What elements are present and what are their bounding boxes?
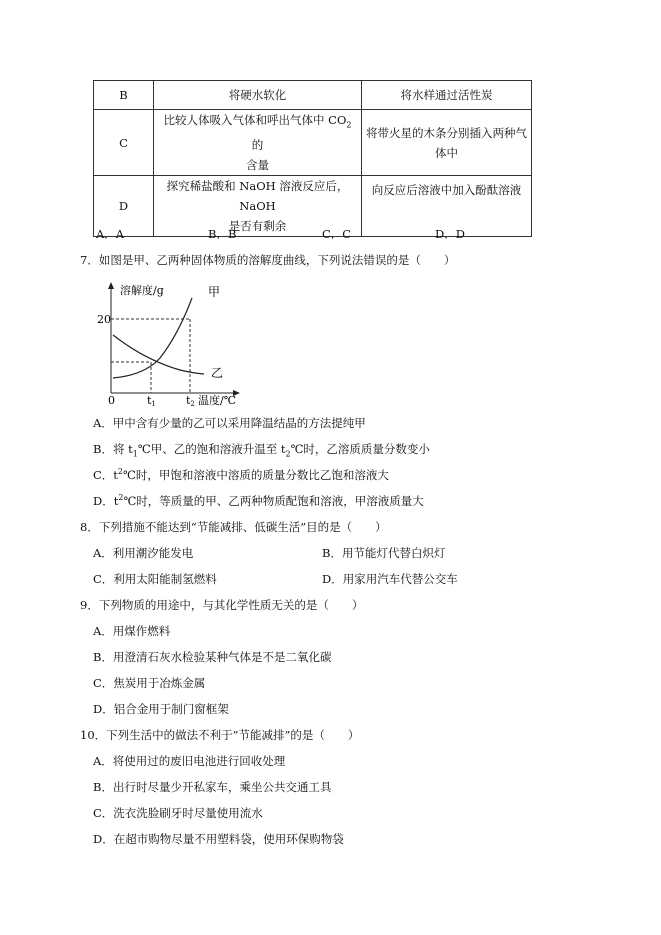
row-label: C: [94, 110, 154, 176]
q8-option-a: A．利用潮汐能发电: [93, 546, 194, 560]
y-axis-label: 溶解度/g: [120, 284, 164, 297]
q10-option-c: C．洗衣洗脸刷牙时尽量使用流水: [93, 806, 263, 820]
q6-choice-d: D．D: [435, 227, 465, 241]
q9-option-a: A．用煤作燃料: [93, 624, 171, 638]
origin-label: 0: [108, 394, 115, 407]
x-tick-t2: t2: [186, 394, 195, 408]
q10-option-b: B．出行时尽量少开私家车，乘坐公共交通工具: [93, 780, 332, 794]
q9-stem: 9．下列物质的用途中，与其化学性质无关的是（ ）: [80, 598, 364, 612]
row-purpose: 比较人体吸入气体和呼出气体中 $CO_2$的 含量: [154, 110, 362, 176]
q9-option-d: D．铝合金用于制门窗框架: [93, 702, 229, 716]
row-purpose: 探究稀盐酸和 NaOH 溶液反应后，NaOH 是否有剩余: [154, 176, 362, 237]
experiment-options-table: [93, 80, 532, 237]
q7-option-d: D．$t^2℃$时，等质量的甲、乙两种物质配饱和溶液，甲溶液质量大: [93, 493, 424, 508]
row-label: B: [94, 81, 154, 110]
row-label: D: [94, 176, 154, 237]
curve-jia: [113, 298, 192, 378]
y-tick-20: 20: [97, 313, 111, 326]
row-method: 将水样通过活性炭: [362, 81, 532, 110]
y-axis-arrow-icon: [108, 282, 114, 289]
q7-stem: 7．如图是甲、乙两种固体物质的溶解度曲线，下列说法错误的是（ ）: [80, 253, 456, 267]
table-row: [94, 110, 532, 176]
q9-option-b: B．用澄清石灰水检验某种气体是不是二氧化碳: [93, 650, 332, 664]
q8-stem: 8．下列措施不能达到“节能减排、低碳生活”目的是（ ）: [80, 520, 387, 534]
q6-choice-b: B．B: [208, 227, 237, 241]
q7-option-a: A．甲中含有少量的乙可以采用降温结晶的方法提纯甲: [93, 416, 366, 430]
solubility-graph: [97, 280, 245, 408]
q8-option-b: B．用节能灯代替白炽灯: [322, 546, 446, 560]
q10-option-d: D．在超市购物尽量不用塑料袋，使用环保购物袋: [93, 832, 344, 846]
row-method: 向反应后溶液中加入酚酞溶液: [362, 176, 532, 237]
label-yi: 乙: [211, 366, 224, 380]
q7-option-c: C．$t^2℃$时，甲饱和溶液中溶质的质量分数比乙饱和溶液大: [93, 467, 389, 482]
q6-choice-c: C．C: [322, 227, 352, 241]
q8-option-c: C．利用太阳能制氢燃料: [93, 572, 217, 586]
x-tick-t1: t1: [147, 394, 156, 408]
q6-choice-a: A．A: [96, 227, 125, 241]
label-jia: 甲: [208, 285, 221, 299]
x-axis-label: 温度/℃: [198, 394, 237, 407]
row-purpose: 将硬水软化: [154, 81, 362, 110]
q10-option-a: A．将使用过的废旧电池进行回收处理: [93, 754, 286, 768]
q7-option-b: B．将 $t_1℃$甲、乙的饱和溶液升温至 $t_2℃$时，乙溶质质量分数变小: [93, 442, 430, 459]
table-row: [94, 81, 532, 110]
table-row: [94, 176, 532, 237]
q8-option-d: D．用家用汽车代替公交车: [322, 572, 458, 586]
row-method: 将带火星的木条分别插入两种气 体中: [362, 110, 532, 176]
q10-stem: 10．下列生活中的做法不利于”节能减排”的是（ ）: [80, 728, 360, 742]
q9-option-c: C．焦炭用于冶炼金属: [93, 676, 206, 690]
